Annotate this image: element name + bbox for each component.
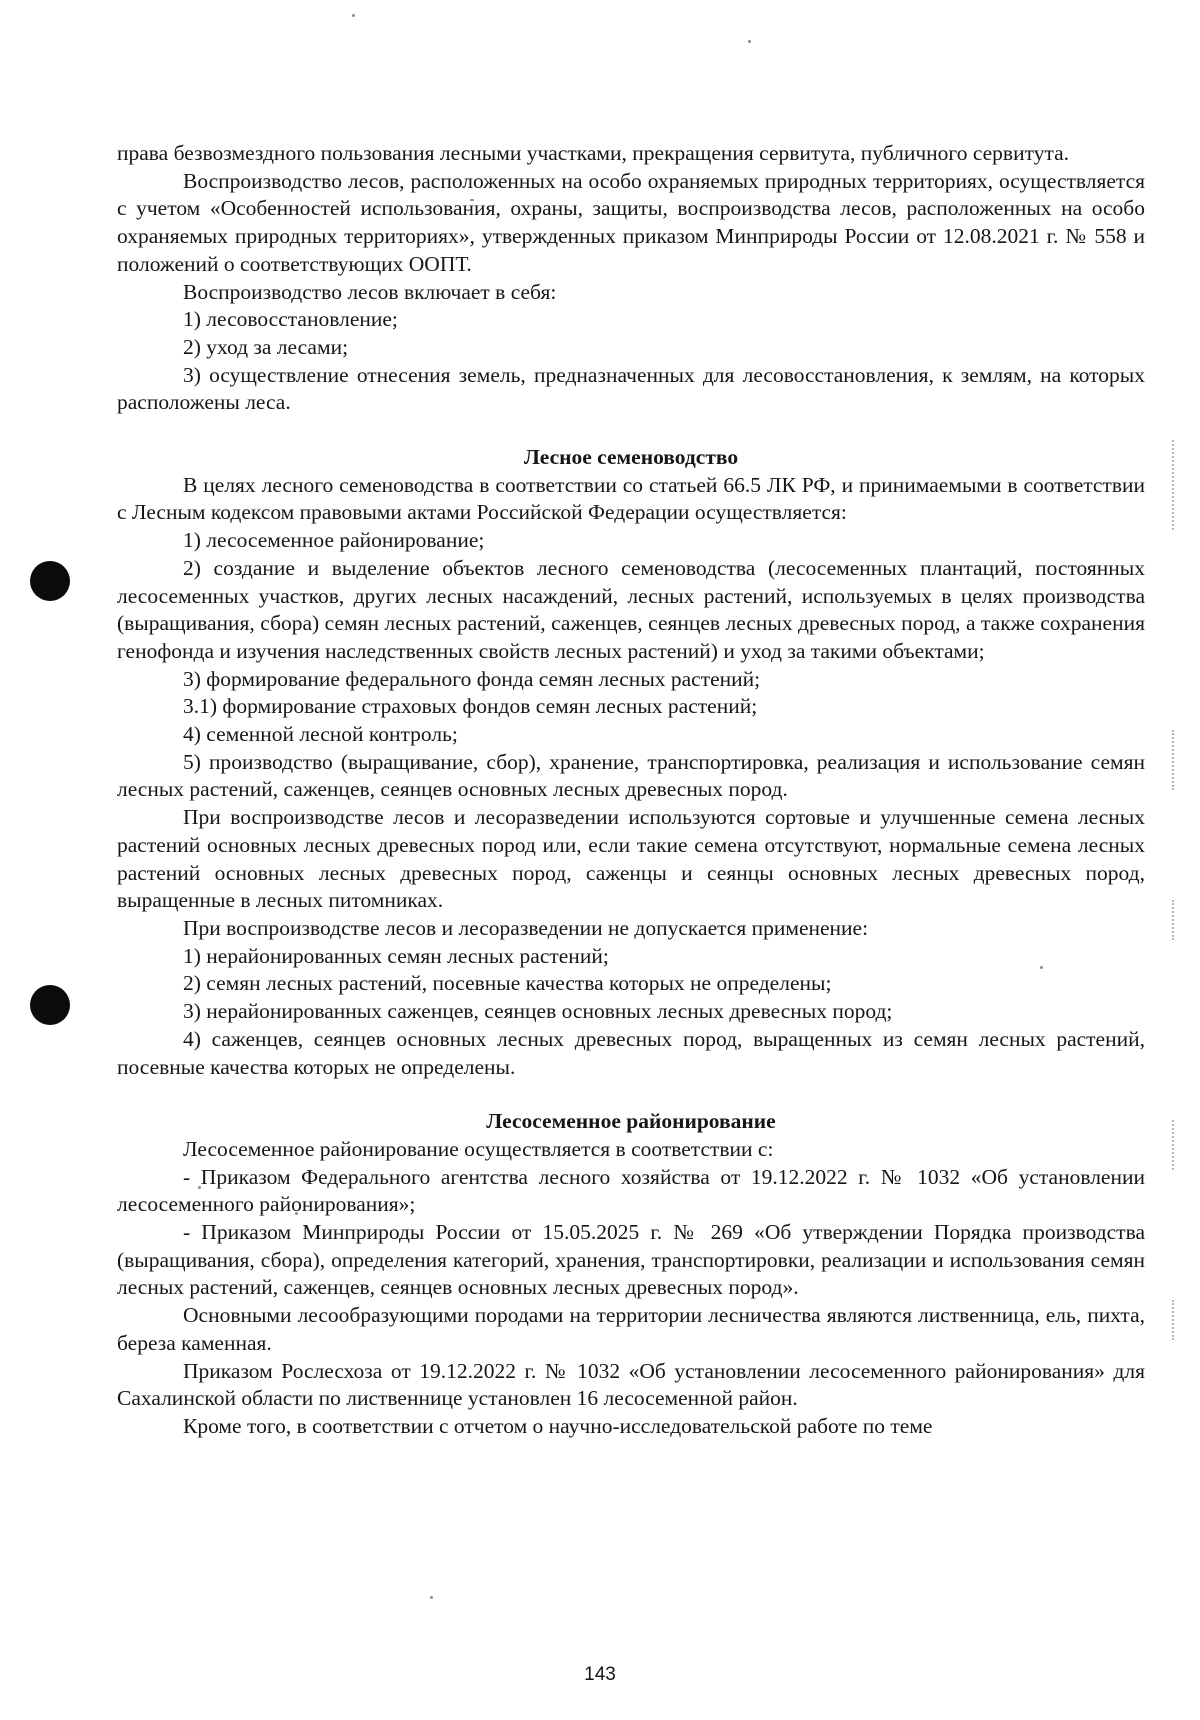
punch-hole-bottom [30,985,70,1025]
list-item: 2) уход за лесами; [183,334,349,359]
list-item: 4) семенной лесной контроль; [183,722,458,747]
scan-edge-noise [1172,1120,1188,1170]
list-item: 1) нерайонированных семян лесных растений; [183,943,609,968]
document-page [117,140,1145,1441]
scan-speck [748,40,751,43]
paragraph: Воспроизводство лесов включает в себя: [183,279,557,304]
punch-hole-top [30,561,70,601]
list-item: 4) саженцев, сеянцев основных лесных древесных пород, выращенных из семян лесных растений, посевные качества которых не определены. [117,1026,1145,1079]
scan-speck [430,1596,433,1599]
list-item: 2) семян лесных растений, посевные качества которых не определены; [183,971,832,996]
scan-speck [352,14,355,17]
list-item: 3) нерайонированных саженцев, сеянцев основных лесных древесных пород; [183,999,893,1024]
list-item: 3) осуществление отнесения земель, предназначенных для лесовосстановления, к землям, на которых расположены леса. [117,362,1145,415]
scan-edge-noise [1172,900,1188,940]
section-heading-seed-production: Лесное семеноводство [523,445,739,470]
paragraph: Кроме того, в соответствии с отчетом о научно-исследовательской работе по теме [183,1413,933,1438]
scan-edge-noise [1172,1300,1188,1340]
paragraph: Лесосеменное районирование осуществляется в соответствии с: [183,1136,774,1161]
list-item: 5) производство (выращивание, сбор), хранение, транспортировка, реализация и использование семян лесных растений, саженцев, сеянцев основных лесных древесных пород. [117,749,1145,802]
paragraph: При воспроизводстве лесов и лесоразведении используются сортовые и улучшенные семена лесных растений основных лесных древесных пород или, если такие семена отсутствуют, нормальные семена лесных растений основных лесных древесных пород, саженцы и сеянцы основных лесных древесных пород, выращенные в лесных питомниках. [117,805,1145,913]
list-item: 1) лесовосстановление; [183,307,398,332]
paragraph: При воспроизводстве лесов и лесоразведении не допускается применение: [183,915,869,940]
section-gap [117,1081,1145,1108]
scan-edge-noise [1172,730,1188,790]
paragraph: Приказом Рослесхоза от 19.12.2022 г. № 1032 «Об установлении лесосеменного районирования» для Сахалинской области по лиственнице установлен 16 лесосеменной район. [117,1358,1145,1411]
list-item: 1) лесосеменное районирование; [183,528,485,553]
paragraph: права безвозмездного пользования лесными участками, прекращения сервитута, публичного сервитута. [117,141,1070,165]
section-heading-seed-zoning: Лесосеменное районирование [486,1109,776,1134]
scan-edge-noise [1172,440,1188,530]
page-number: 143 [584,1664,616,1685]
list-item: - Приказом Минприроды России от 15.05.2025 г. № 269 «Об утверждении Порядка производства (выращивания, сбора), определения категорий, хранения, транспортировки, реализации и использования семян лесных растений, саженцев, сеянцев основных лесных древесных пород». [117,1220,1145,1300]
list-item: 3.1) формирование страховых фондов семян лесных растений; [183,694,758,719]
paragraph: Воспроизводство лесов, расположенных на особо охраняемых природных территориях, осуществляется с учетом «Особенностей использования, охраны, защиты, воспроизводства лесов, расположенных на особо охраняемых природных территориях», утвержденных приказом Минприроды России от 12.08.2021 г. № 558 и положений о соответствующих ООПТ. [117,168,1145,276]
paragraph: Основными лесообразующими породами на территории лесничества являются лиственница, ель, пихта, береза каменная. [117,1303,1145,1355]
list-item: 2) создание и выделение объектов лесного семеноводства (лесосеменных плантаций, постоянных лесосеменных участков, других лесных насаждений, лесных растений, используемых в целях производства (выращивания, сбора) семян лесных растений, саженцев, сеянцев лесных древесных пород, а также сохранения генофонда и изучения наследственных свойств лесных растений) и уход за такими объектами; [117,555,1145,663]
list-item: 3) формирование федерального фонда семян лесных растений; [183,666,761,691]
paragraph: В целях лесного семеноводства в соответствии со статьей 66.5 ЛК РФ, и принимаемыми в соответствии с Лесным кодексом правовыми актами Российской Федерации осуществляется: [117,472,1145,525]
list-item: - Приказом Федерального агентства лесного хозяйства от 19.12.2022 г. № 1032 «Об установлении лесосеменного районирования»; [117,1164,1145,1217]
section-gap [117,417,1145,444]
